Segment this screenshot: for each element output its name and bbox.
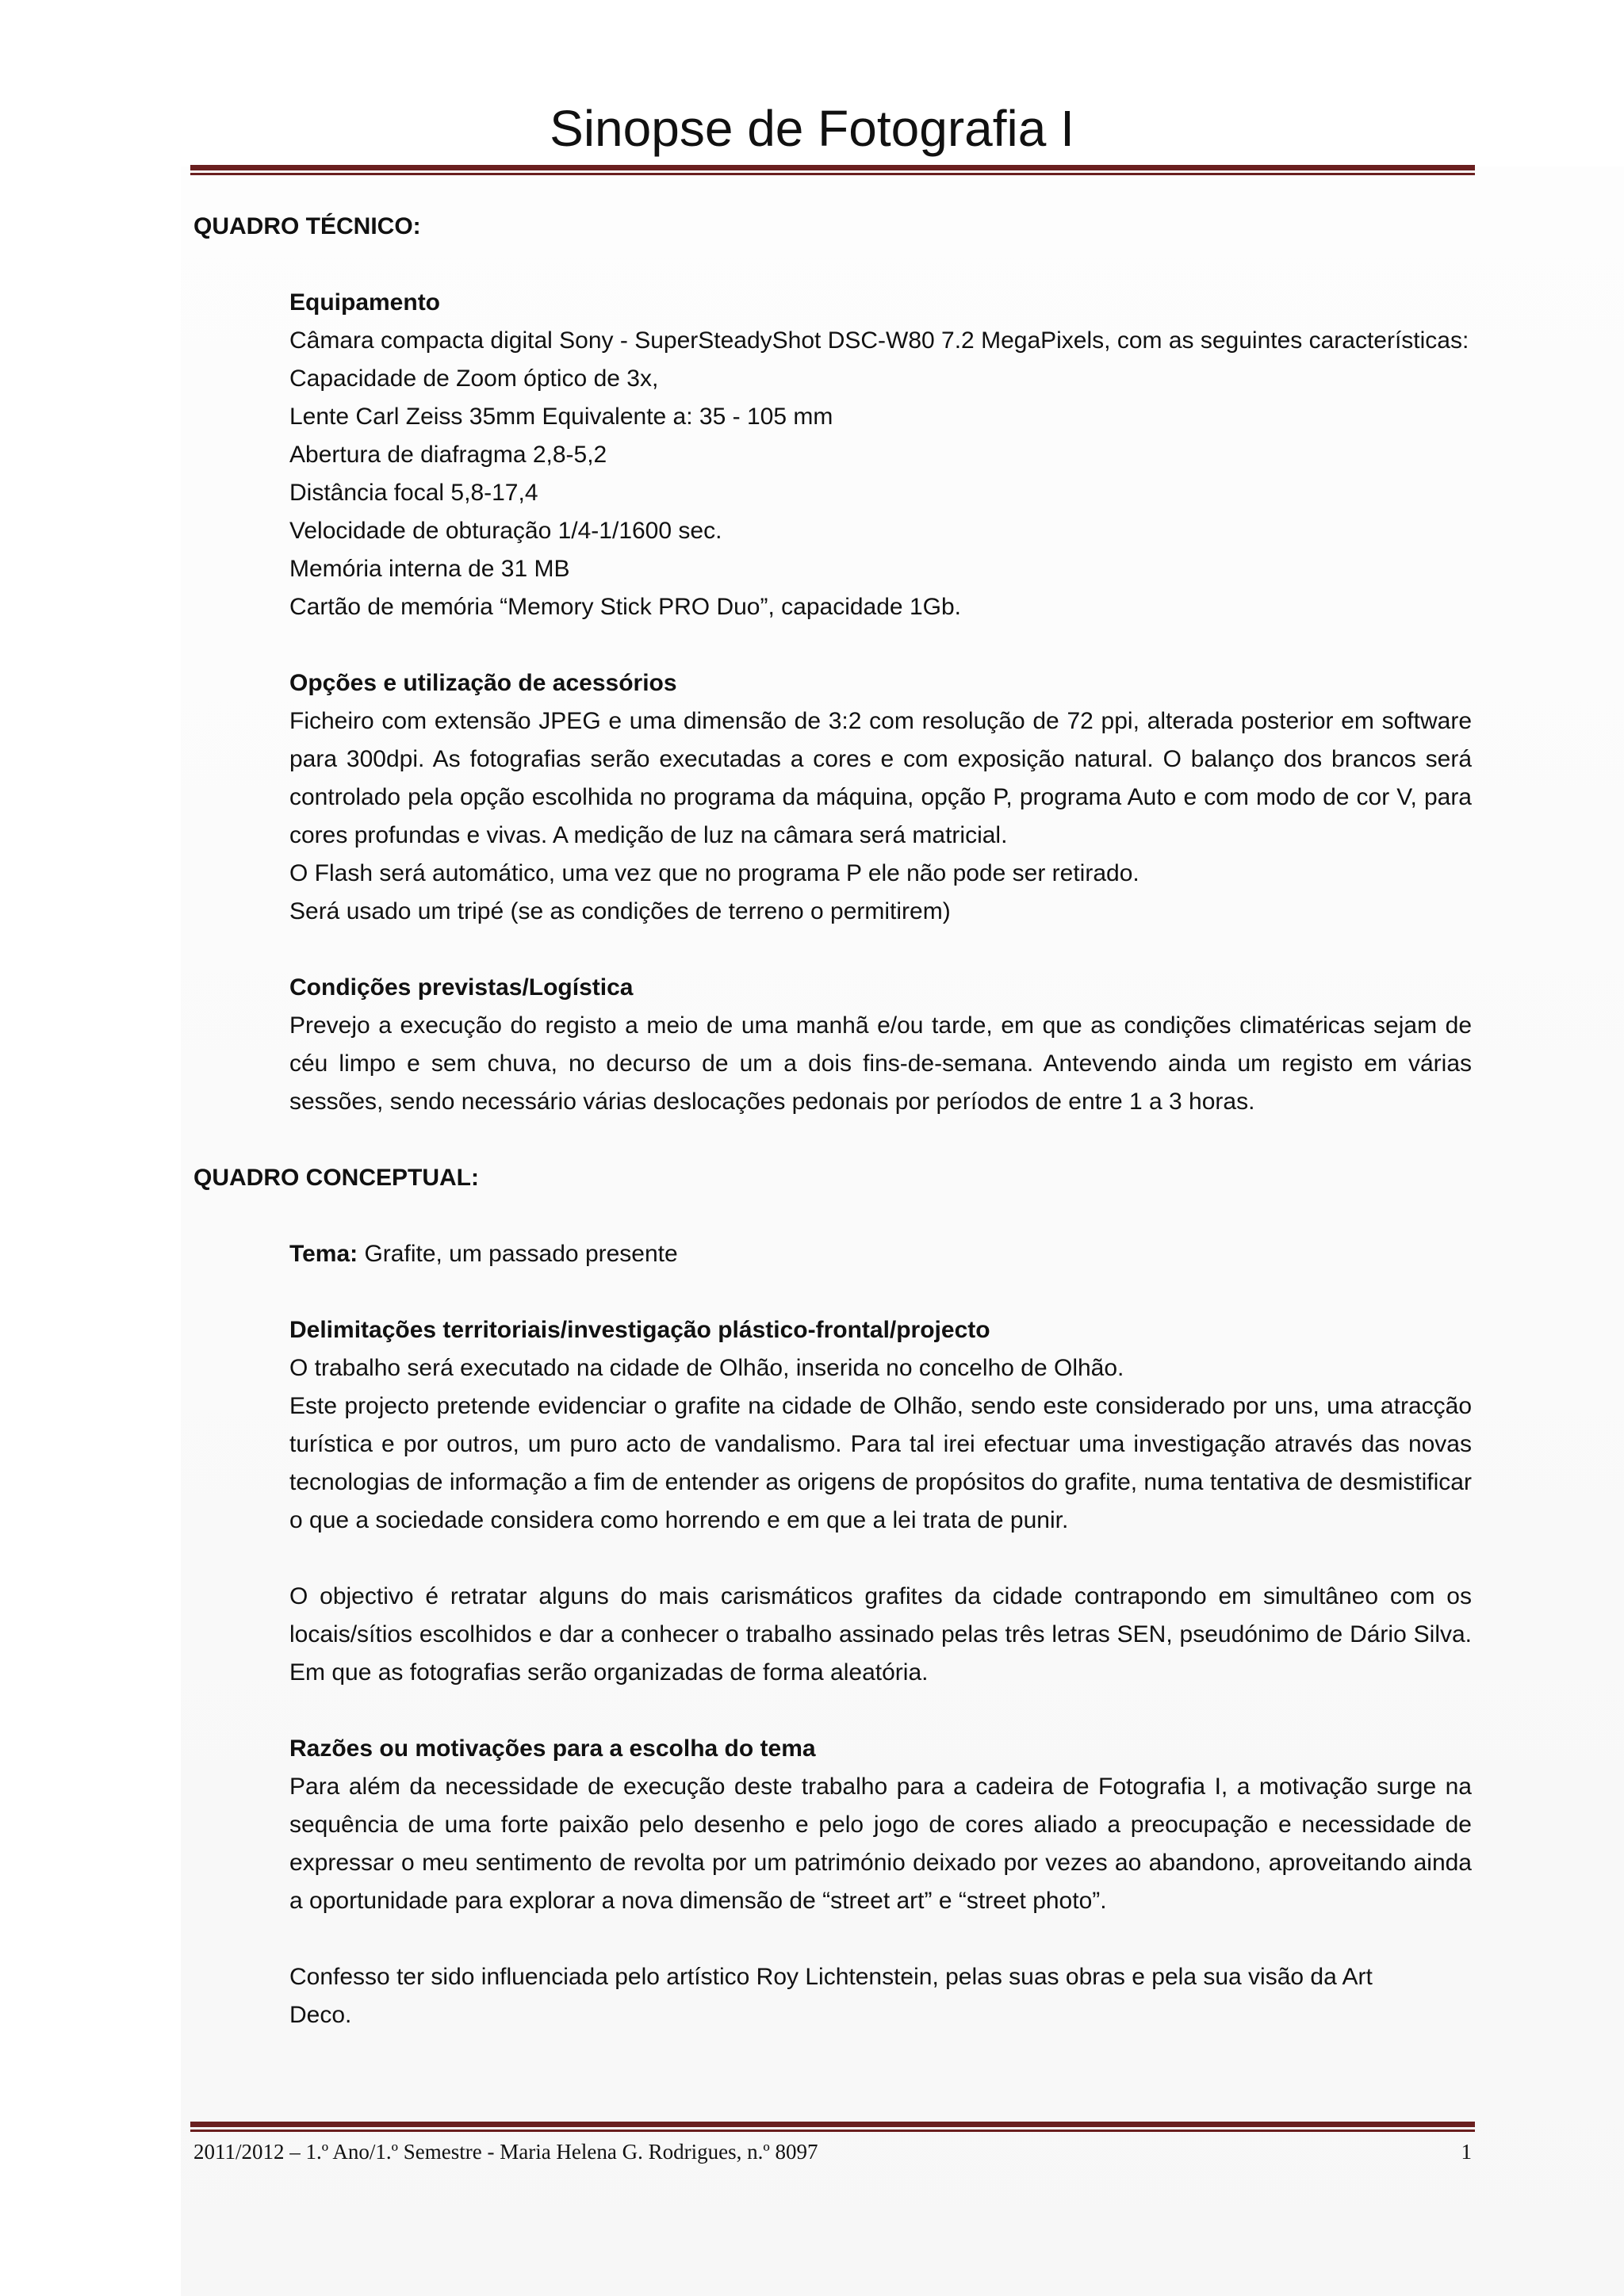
spec-item: Velocidade de obturação 1/4-1/1600 sec. bbox=[289, 518, 722, 544]
subheading-condicoes: Condições previstas/Logística bbox=[289, 974, 634, 1001]
tema-line bbox=[289, 1235, 1472, 1273]
spec-item: Lente Carl Zeiss 35mm Equivalente a: 35 - 105 mm bbox=[289, 404, 833, 430]
spec-item: Capacidade de Zoom óptico de 3x, bbox=[289, 365, 659, 392]
tema-value: Grafite, um passado presente bbox=[358, 1241, 678, 1267]
spec-item: Distância focal 5,8-17,4 bbox=[289, 480, 538, 506]
razoes-paragraph: Para além da necessidade de execução deste trabalho para a cadeira de Fotografia I, a motivação surge na sequência de uma forte paixão pelo desenho e pelo jogo de cores aliado a preocupação e necessidade de expressar o meu sentimento de revolta por um património deixado por vezes ao abandono, aproveitando ainda a oportunidade para explorar a nova dimensão de “street art” e “street photo”. bbox=[289, 1774, 1472, 1914]
tema-label: Tema: bbox=[289, 1241, 358, 1267]
page-title: Sinopse de Fotografia I bbox=[550, 100, 1074, 157]
document-body bbox=[193, 208, 1472, 2034]
footer-text: 2011/2012 – 1.º Ano/1.º Semestre - Maria Helena G. Rodrigues, n.º 8097 bbox=[193, 2140, 818, 2164]
spec-item: Abertura de diafragma 2,8-5,2 bbox=[289, 442, 607, 468]
opcoes-paragraph: Ficheiro com extensão JPEG e uma dimensão de 3:2 com resolução de 72 ppi, alterada posterior em software para 300dpi. As fotografias serão executadas a cores e com exposição natural. O balanço dos brancos será controlado pela opção escolhida no programa da máquina, opção P, programa Auto e com modo de cor V, para cores profundas e vivas. A medição de luz na câmara será matricial. bbox=[289, 708, 1472, 848]
footer-divider bbox=[190, 2122, 1475, 2132]
delimitacoes-paragraph-1: Este projecto pretende evidenciar o grafite na cidade de Olhão, sendo este considerado por uns, uma atracção turística e por outros, um puro acto de vandalismo. Para tal irei efectuar uma investigação através das novas tecnologias de informação a fim de entender as origens de propósitos do grafite, numa tentativa de desmistificar o que a sociedade considera como horrendo e em que a lei trata de punir. bbox=[289, 1393, 1472, 1533]
section-heading-tecnico: QUADRO TÉCNICO: bbox=[193, 213, 421, 239]
razoes-line-2: Deco. bbox=[289, 2002, 352, 2028]
subheading-delimitacoes: Delimitações territoriais/investigação plástico-frontal/projecto bbox=[289, 1317, 990, 1343]
opcoes-tripe-line: Será usado um tripé (se as condições de terreno o permitirem) bbox=[289, 898, 951, 924]
razoes-line-1: Confesso ter sido influenciada pelo artístico Roy Lichtenstein, pelas suas obras e pela sua visão da Art bbox=[289, 1964, 1373, 1990]
conceptual-block bbox=[193, 1235, 1472, 2034]
subheading-razoes: Razões ou motivações para a escolha do tema bbox=[289, 1735, 816, 1762]
delimitacoes-line: O trabalho será executado na cidade de Olhão, inserida no concelho de Olhão. bbox=[289, 1355, 1124, 1381]
condicoes-paragraph: Prevejo a execução do registo a meio de uma manhã e/ou tarde, em que as condições climatéricas sejam de céu limpo e sem chuva, no decurso de um a dois fins-de-semana. Antevendo ainda um registo em várias sessões, sendo necessário várias deslocações pedonais por períodos de entre 1 a 3 horas. bbox=[289, 1012, 1472, 1115]
subheading-equipamento: Equipamento bbox=[289, 289, 441, 316]
delimitacoes-paragraph-2: O objectivo é retratar alguns do mais carismáticos grafites da cidade contrapondo em simultâneo com os locais/sítios escolhidos e dar a conhecer o trabalho assinado pelas três letras SEN, pseudónimo de Dário Silva. Em que as fotografias serão organizadas de forma aleatória. bbox=[289, 1583, 1472, 1686]
subheading-opcoes: Opções e utilização de acessórios bbox=[289, 670, 677, 696]
page-number: 1 bbox=[1461, 2140, 1472, 2164]
header-divider bbox=[190, 165, 1475, 175]
spec-item: Cartão de memória “Memory Stick PRO Duo”, capacidade 1Gb. bbox=[289, 594, 961, 620]
equipamento-block bbox=[193, 284, 1472, 1121]
equipamento-intro: Câmara compacta digital Sony - SuperSteadyShot DSC-W80 7.2 MegaPixels, com as seguintes características: bbox=[289, 327, 1469, 354]
spec-item: Memória interna de 31 MB bbox=[289, 556, 570, 582]
opcoes-flash-line: O Flash será automático, uma vez que no programa P ele não pode ser retirado. bbox=[289, 860, 1139, 886]
section-heading-conceptual: QUADRO CONCEPTUAL: bbox=[193, 1165, 479, 1191]
